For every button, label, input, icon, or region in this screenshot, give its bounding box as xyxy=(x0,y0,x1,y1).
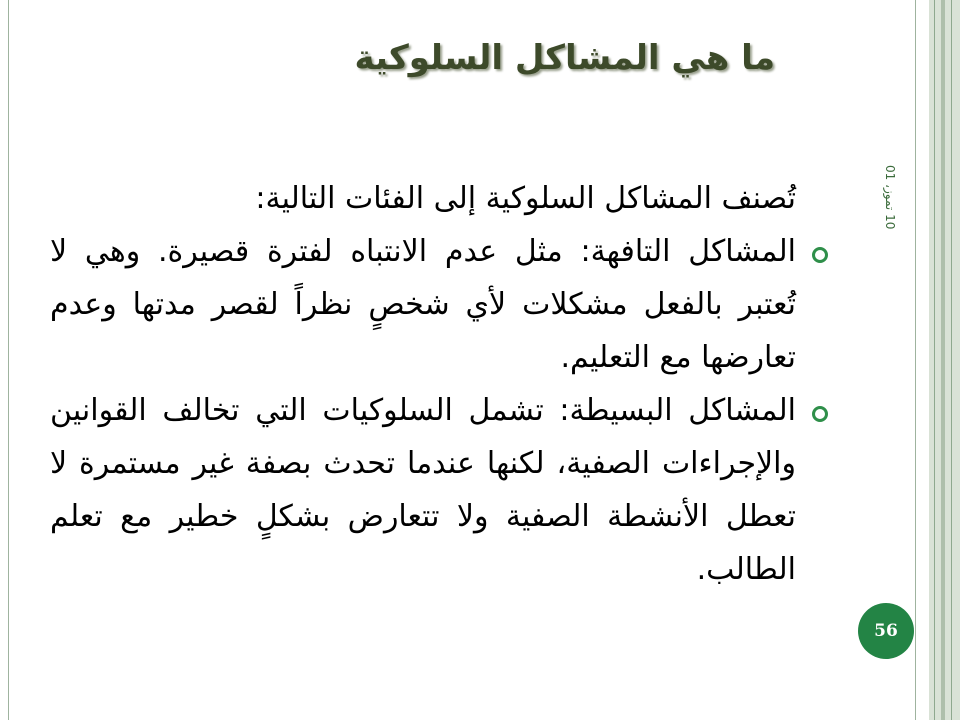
slide-frame-right-line xyxy=(915,0,916,720)
bullet-ring-icon xyxy=(812,247,828,263)
page-number-badge: 56 xyxy=(858,603,914,659)
bullet-ring-icon xyxy=(812,406,828,422)
slide-date: 10 تموز، 01 xyxy=(883,165,897,230)
bullet-item-trivial xyxy=(50,225,828,384)
slide-title: ما هي المشاكل السلوكية xyxy=(354,38,775,78)
slide-body xyxy=(50,172,828,596)
slide-frame-stripe xyxy=(951,0,952,720)
slide-frame-stripe xyxy=(934,0,935,720)
bullet-item-simple xyxy=(50,384,828,596)
slide-frame-stripe xyxy=(941,0,945,720)
bullet-text: المشاكل التافهة: مثل عدم الانتباه لفترة قصيرة. وهي لا تُعتبر بالفعل مشكلات لأي شخصٍ نظراً لقصر مدتها وعدم تعارضها مع التعليم. xyxy=(50,234,796,375)
slide-frame-left-line xyxy=(8,0,9,720)
bullet-text: المشاكل البسيطة: تشمل السلوكيات التي تخالف القوانين والإجراءات الصفية، لكنها عندما تحدث بصفة غير مستمرة لا تعطل الأنشطة الصفية ولا تتعارض بشكلٍ خطير مع تعلم الطالب. xyxy=(50,393,796,587)
intro-text: تُصنف المشاكل السلوكية إلى الفئات التالية: xyxy=(255,181,796,216)
